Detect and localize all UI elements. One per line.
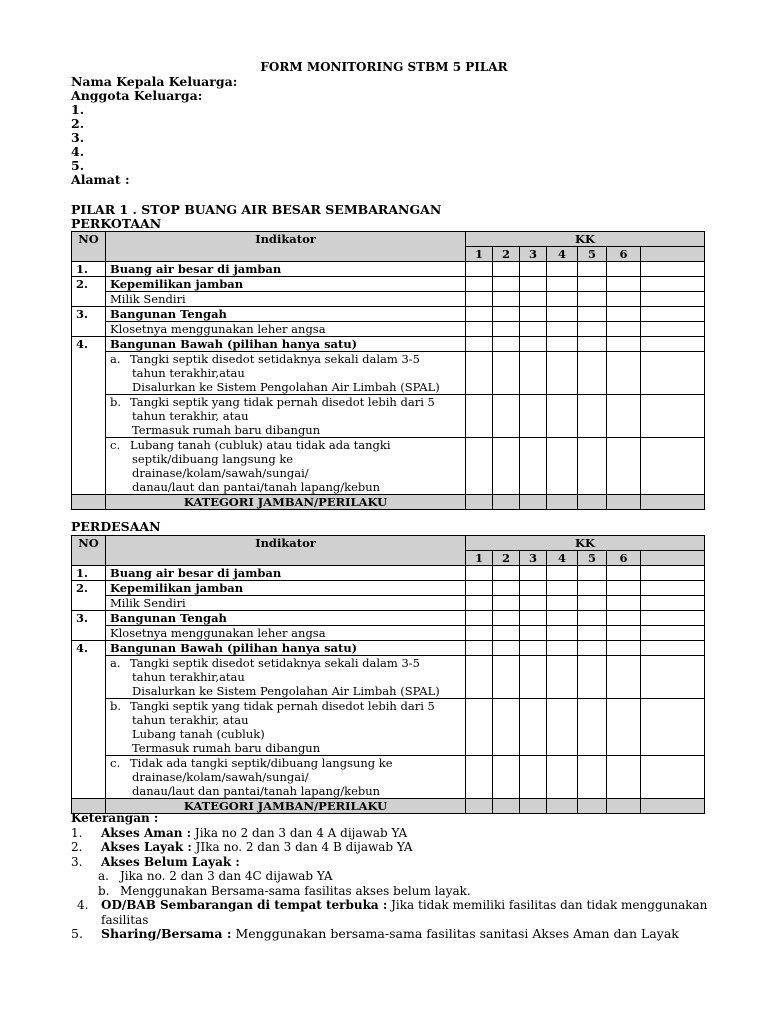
kk-col-5: 5 [578,551,607,566]
kepala-keluarga-label: Nama Kepala Keluarga: [71,74,238,89]
kk-cell[interactable] [641,322,705,337]
kk-cell[interactable] [547,566,578,581]
kk-col-5: 5 [578,247,607,262]
household-header [71,75,237,187]
kk-cell[interactable] [466,292,493,307]
table-row: 1. Buang air besar di jamban [72,566,705,581]
pilar-title: PILAR 1 . STOP BUANG AIR BESAR SEMBARANGAN [71,202,442,217]
kk-cell[interactable] [578,395,607,438]
kk-col-4: 4 [547,551,578,566]
kk-cell[interactable] [520,292,547,307]
table-row: Klosetnya menggunakan leher angsa [72,626,705,641]
kk-cell[interactable] [520,596,547,611]
kk-cell[interactable] [607,352,641,395]
kk-cell[interactable] [578,596,607,611]
member-line-2: 2. [71,116,85,131]
member-line-4: 4. [71,144,85,159]
kk-cell[interactable] [466,596,493,611]
kk-header: KK [466,536,705,551]
indikator-header: Indikator [106,232,466,262]
kk-cell[interactable] [547,656,578,699]
kk-cell[interactable] [547,626,578,641]
kk-cell[interactable] [607,395,641,438]
kk-cell[interactable] [466,262,493,277]
table-row: Milik Sendiri [72,596,705,611]
table-row: 4. Bangunan Bawah (pilihan hanya satu) [72,641,705,656]
kk-cell[interactable] [493,292,520,307]
list-item: 2. Akses Layak : JIka no. 2 dan 3 dan 4 B dijawab YA [71,840,413,854]
kk-cell[interactable] [466,699,493,756]
kk-cell[interactable] [607,262,641,277]
kk-cell[interactable] [607,699,641,756]
kk-cell[interactable] [466,438,493,495]
member-line-3: 3. [71,130,85,145]
kk-cell[interactable] [578,292,607,307]
kk-cell[interactable] [547,322,578,337]
kategori-row [72,495,705,510]
list-item: a. Jika no. 2 dan 3 dan 4C dijawab YA [98,869,333,883]
kk-col-1: 1 [466,247,493,262]
kk-cell[interactable] [493,656,520,699]
perdesaan-table [71,535,705,814]
kk-cell[interactable] [466,322,493,337]
kk-cell[interactable] [578,626,607,641]
kk-col-2: 2 [493,247,520,262]
kk-col-1: 1 [466,551,493,566]
member-line-5: 5. [71,158,85,173]
kk-cell[interactable] [520,395,547,438]
kk-cell[interactable] [520,699,547,756]
kk-cell[interactable] [493,395,520,438]
kk-header: KK [466,232,705,247]
table-row: 1. Buang air besar di jamban [72,262,705,277]
kk-cell[interactable] [641,292,705,307]
kk-cell[interactable] [641,656,705,699]
kk-cell[interactable] [493,438,520,495]
table-row: a. Tangki septik disedot setidaknya sekali dalam 3-5 tahun terakhir,atau Disalurkan ke Sistem Pengolahan Air Limbah (SPAL) [72,656,705,699]
kk-col-7 [641,551,705,566]
kk-cell[interactable] [607,292,641,307]
kk-cell[interactable] [466,756,493,799]
kk-cell[interactable] [578,352,607,395]
kategori-label: KATEGORI JAMBAN/PERILAKU [106,495,466,510]
kk-cell[interactable] [607,656,641,699]
kk-cell[interactable] [641,262,705,277]
list-item: 3. Akses Belum Layak : [71,854,240,869]
kategori-label: KATEGORI JAMBAN/PERILAKU [106,799,466,814]
list-item: 1. Akses Aman : Jika no 2 dan 3 dan 4 A dijawab YA [71,825,408,840]
perkotaan-label: PERKOTAAN [71,216,162,231]
kk-cell[interactable] [493,626,520,641]
kk-cell[interactable] [607,322,641,337]
kk-cell[interactable] [641,438,705,495]
keterangan-section [71,811,711,942]
kk-col-3: 3 [520,551,547,566]
kk-col-6: 6 [607,551,641,566]
kk-cell[interactable] [607,566,641,581]
table-row: c. Tidak ada tangki septik/dibuang langsung ke drainase/kolam/sawah/sungai/ danau/laut dan pantai/tanah lapang/kebun [72,756,705,799]
table-row: a. Tangki septik disedot setidaknya sekali dalam 3-5 tahun terakhir,atau Disalurkan ke Sistem Pengolahan Air Limbah (SPAL) [72,352,705,395]
kk-cell[interactable] [578,656,607,699]
kk-col-2: 2 [493,551,520,566]
kk-cell[interactable] [520,566,547,581]
table-row: 3. Bangunan Tengah [72,307,705,322]
kk-cell[interactable] [493,756,520,799]
kk-cell[interactable] [641,756,705,799]
kk-cell[interactable] [547,262,578,277]
keterangan-label: Keterangan : [71,811,159,825]
kk-cell[interactable] [578,699,607,756]
perdesaan-label: PERDESAAN [71,519,161,534]
table-row: 2. Kepemilikan jamban [72,581,705,596]
kk-cell[interactable] [466,626,493,641]
no-header: NO [72,536,106,566]
kk-cell[interactable] [520,322,547,337]
list-item: fasilitas [101,912,149,927]
kk-cell[interactable] [493,699,520,756]
kk-cell[interactable] [520,756,547,799]
kk-cell[interactable] [493,352,520,395]
perkotaan-table [71,231,705,510]
kk-col-6: 6 [607,247,641,262]
kk-cell[interactable] [578,566,607,581]
kk-cell[interactable] [493,262,520,277]
kk-cell[interactable] [578,756,607,799]
table-row: c. Lubang tanah (cubluk) atau tidak ada tangki septik/dibuang langsung ke drainase/kolam/sawah/sungai/ danau/laut dan pantai/tanah lapang/kebun [72,438,705,495]
no-header: NO [72,232,106,262]
kk-cell[interactable] [641,626,705,641]
table-row: 4. Bangunan Bawah (pilihan hanya satu) [72,337,705,352]
member-line-1: 1. [71,102,85,117]
kk-cell[interactable] [547,438,578,495]
kk-cell[interactable] [520,352,547,395]
kk-cell[interactable] [547,756,578,799]
kk-cell[interactable] [547,699,578,756]
kk-cell[interactable] [607,756,641,799]
kk-col-3: 3 [520,247,547,262]
table-row: 3. Bangunan Tengah [72,611,705,626]
indikator-header: Indikator [106,536,466,566]
kk-cell[interactable] [578,322,607,337]
kk-cell[interactable] [547,596,578,611]
kk-cell[interactable] [641,352,705,395]
form-title: FORM MONITORING STBM 5 PILAR [260,60,508,74]
kk-cell[interactable] [547,352,578,395]
kk-cell[interactable] [466,566,493,581]
kk-cell[interactable] [641,566,705,581]
list-item: 4. OD/BAB Sembarangan di tempat terbuka : Jika tidak memiliki fasilitas dan tidak menggunakan [77,898,708,912]
table-row: b. Tangki septik yang tidak pernah disedot lebih dari 5 tahun terakhir, atau Lubang tanah (cubluk) Termasuk rumah baru dibangun [72,699,705,756]
list-item: 5. Sharing/Bersama : Menggunakan bersama-sama fasilitas sanitasi Akses Aman dan Layak [71,926,679,941]
list-item: b. Menggunakan Bersama-sama fasilitas akses belum layak. [98,883,471,898]
kk-cell[interactable] [520,262,547,277]
kk-cell[interactable] [578,438,607,495]
table-row: Klosetnya menggunakan leher angsa [72,322,705,337]
alamat-label: Alamat : [71,172,130,187]
kk-cell[interactable] [520,656,547,699]
kk-cell[interactable] [493,596,520,611]
kk-cell[interactable] [641,699,705,756]
table-row: 2. Kepemilikan jamban [72,277,705,292]
kk-cell[interactable] [520,626,547,641]
kk-cell[interactable] [641,395,705,438]
table-row: b. Tangki septik yang tidak pernah disedot lebih dari 5 tahun terakhir, atau Termasuk rumah baru dibangun [72,395,705,438]
kk-cell[interactable] [466,656,493,699]
kk-col-7 [641,247,705,262]
kk-cell[interactable] [520,438,547,495]
kk-cell[interactable] [607,596,641,611]
table-row: Milik Sendiri [72,292,705,307]
kk-cell[interactable] [466,352,493,395]
kk-cell[interactable] [547,395,578,438]
kk-col-4: 4 [547,247,578,262]
kk-cell[interactable] [466,395,493,438]
kk-cell[interactable] [607,626,641,641]
kk-cell[interactable] [547,292,578,307]
kk-cell[interactable] [493,566,520,581]
anggota-keluarga-label: Anggota Keluarga: [71,88,203,103]
kk-cell[interactable] [493,322,520,337]
kk-cell[interactable] [641,596,705,611]
kk-cell[interactable] [607,438,641,495]
kk-cell[interactable] [578,262,607,277]
